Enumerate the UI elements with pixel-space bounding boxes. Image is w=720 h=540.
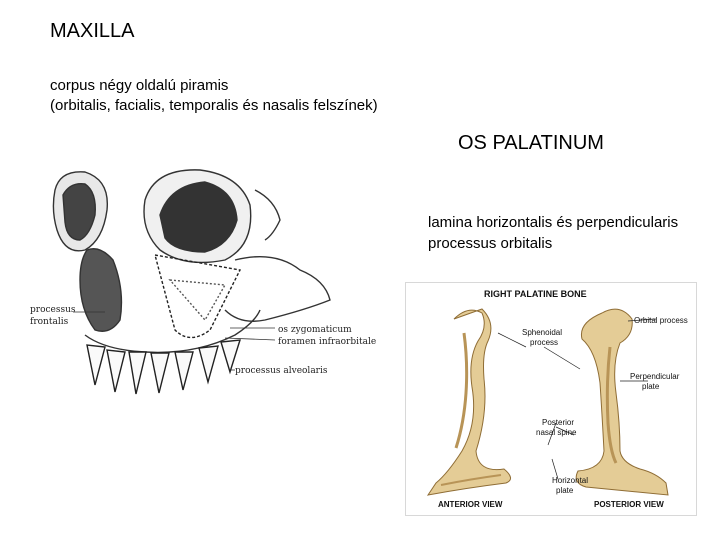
label-processus-alveolaris: processus alveolaris <box>235 366 328 376</box>
label-perpendicular-2: plate <box>642 382 660 391</box>
palatinum-desc-line-1: lamina horizontalis és perpendicularis <box>428 214 679 231</box>
label-perpendicular-1: Perpendicular <box>630 372 680 381</box>
palatine-bone-illustration <box>405 282 697 516</box>
posterior-bone <box>576 309 668 495</box>
palatinum-desc-line-2: processus orbitalis <box>428 235 553 252</box>
maxilla-description <box>50 76 378 116</box>
maxilla-title: MAXILLA <box>50 20 135 42</box>
label-horizontal-2: plate <box>556 486 574 495</box>
label-sphenoidal-1: Sphenoidal <box>522 328 563 337</box>
palatine-figure-title: RIGHT PALATINE BONE <box>484 289 587 299</box>
palatinum-description <box>428 212 678 254</box>
skull-illustration <box>25 160 377 405</box>
label-sphenoidal-2: process <box>530 338 559 347</box>
anterior-bone <box>428 309 511 495</box>
label-processus-frontalis-1: processus <box>30 305 76 315</box>
skull-svg <box>25 160 377 405</box>
label-posterior-2: nasal spine <box>536 428 577 437</box>
label-foramen-infraorbitale: foramen infraorbitale <box>278 337 377 347</box>
label-processus-frontalis-2: frontalis <box>30 317 69 327</box>
palatine-svg <box>406 283 696 515</box>
label-orbital-process: Orbital process <box>634 316 688 325</box>
maxilla-desc-line-2: (orbitalis, facialis, temporalis és nasalis felszínek) <box>50 97 378 114</box>
label-posterior-1: Posterior <box>542 418 575 427</box>
label-os-zygomaticum: os zygomaticum <box>278 325 352 335</box>
palatinum-title: OS PALATINUM <box>458 132 604 154</box>
label-posterior-view: POSTERIOR VIEW <box>594 500 664 509</box>
label-anterior-view: ANTERIOR VIEW <box>438 500 503 509</box>
label-horizontal-1: Horizontal <box>552 476 589 485</box>
maxilla-desc-line-1: corpus négy oldalú piramis <box>50 77 229 94</box>
